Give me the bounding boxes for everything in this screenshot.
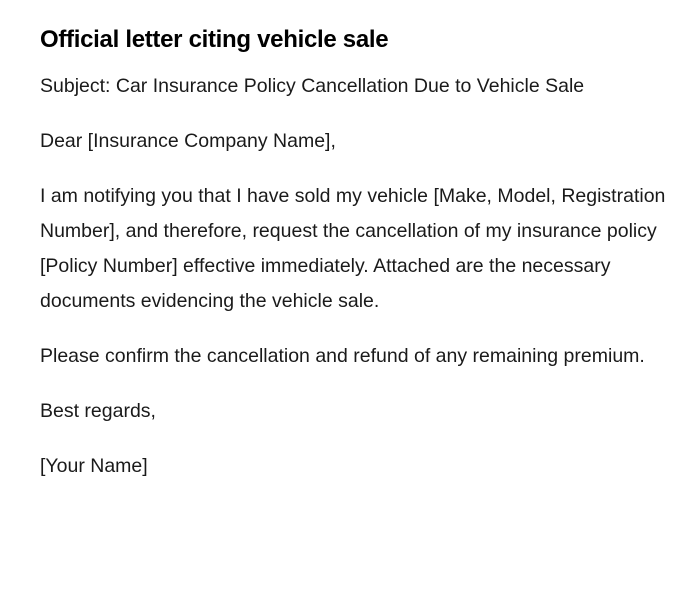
letter-title: Official letter citing vehicle sale: [40, 26, 389, 53]
letter-closing: Best regards,: [40, 400, 156, 422]
letter-body-paragraph-1: I am notifying you that I have sold my vehicle [Make, Model, Registration Number], and therefore, request the cancellation of my insurance policy [Policy Number] effective immediately. Attached are the necessary documents evidencing the vehicle sale.: [40, 185, 666, 312]
letter-signature: [Your Name]: [40, 455, 148, 477]
letter-document: [40, 22, 670, 504]
letter-body-paragraph-2: Please confirm the cancellation and refund of any remaining premium.: [40, 345, 645, 367]
letter-subject: Subject: Car Insurance Policy Cancellation Due to Vehicle Sale: [40, 75, 585, 97]
letter-greeting: Dear [Insurance Company Name],: [40, 130, 336, 152]
